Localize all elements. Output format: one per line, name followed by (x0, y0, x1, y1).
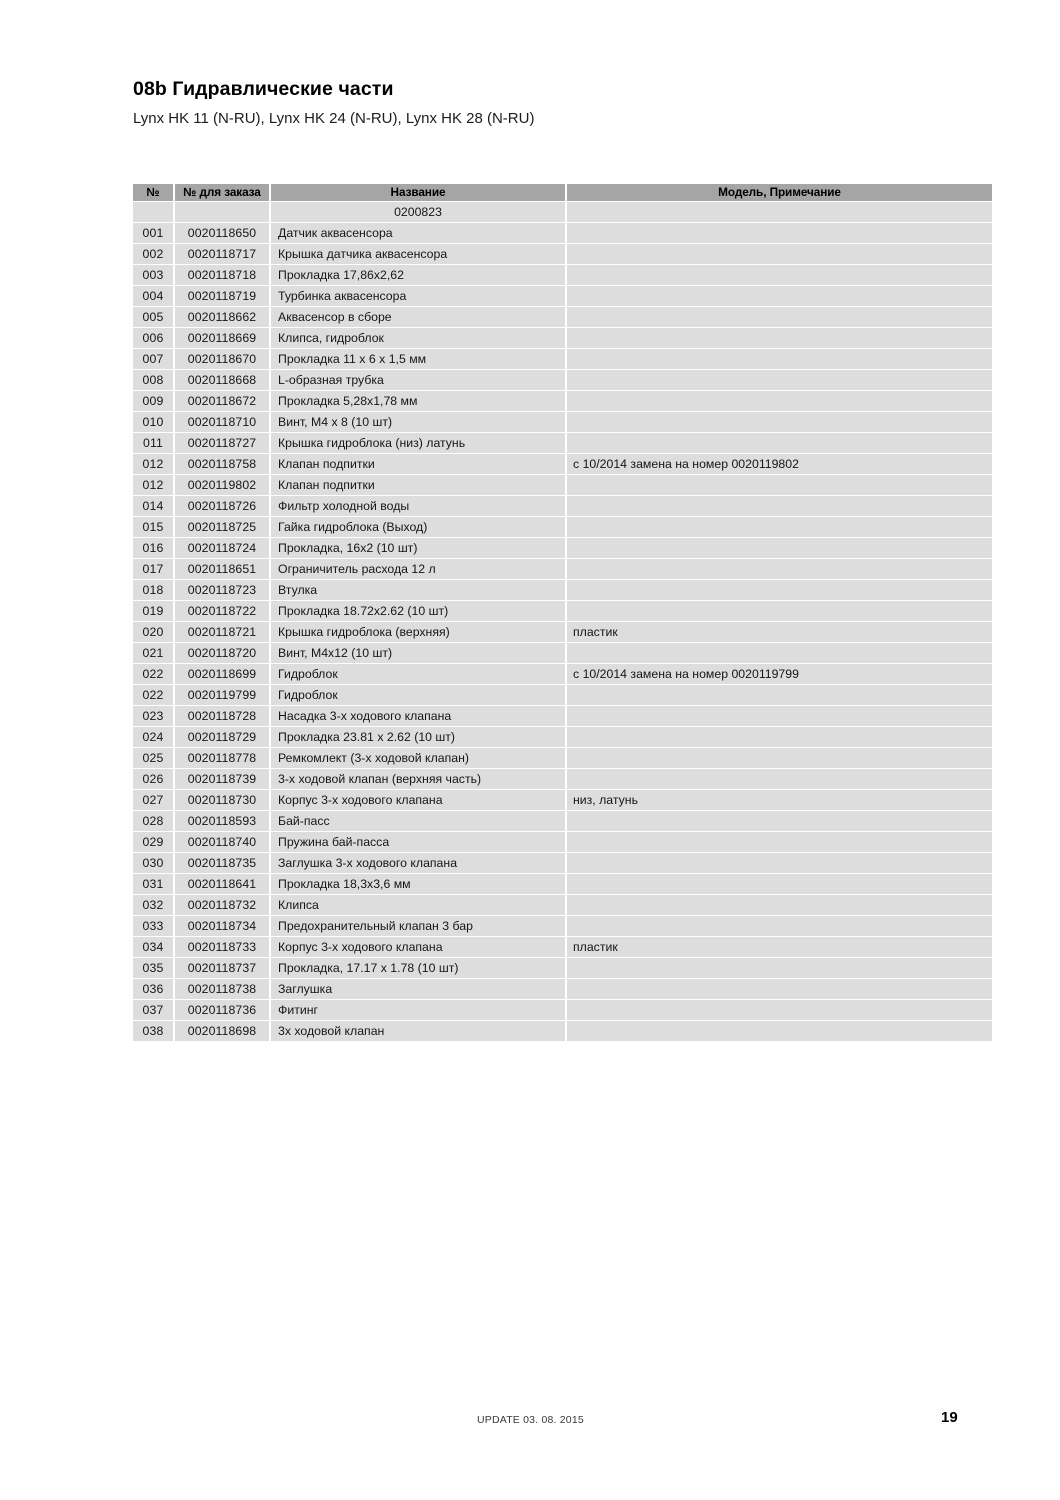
table-row (133, 244, 992, 264)
cell-name: Винт, М4х12 (10 шт) (271, 643, 565, 663)
cell-name: Ограничитель расхода 12 л (271, 559, 565, 579)
column-header-model-note: Модель, Примечание (567, 184, 992, 201)
cell-name: Прокладка, 16х2 (10 шт) (271, 538, 565, 558)
cell-model-note: пластик (567, 937, 992, 957)
cell-model-note (567, 496, 992, 516)
cell-name: 0200823 (271, 202, 565, 222)
table-row (133, 790, 992, 810)
cell-order-num: 0020118698 (175, 1021, 269, 1041)
cell-num: 025 (133, 748, 173, 768)
cell-order-num: 0020118734 (175, 916, 269, 936)
table-row (133, 643, 992, 663)
table-row (133, 559, 992, 579)
cell-num: 021 (133, 643, 173, 663)
table-row (133, 265, 992, 285)
table-row (133, 916, 992, 936)
cell-num: 009 (133, 391, 173, 411)
cell-num: 035 (133, 958, 173, 978)
cell-num: 016 (133, 538, 173, 558)
cell-name: Ремкомлект (3-х ходовой клапан) (271, 748, 565, 768)
cell-model-note (567, 727, 992, 747)
cell-name: Прокладка 17,86х2,62 (271, 265, 565, 285)
cell-num: 010 (133, 412, 173, 432)
cell-order-num: 0020118725 (175, 517, 269, 537)
cell-name: Прокладка 11 х 6 х 1,5 мм (271, 349, 565, 369)
table-row (133, 706, 992, 726)
cell-model-note (567, 202, 992, 222)
cell-name: Клипса (271, 895, 565, 915)
cell-order-num: 0020118672 (175, 391, 269, 411)
table-row (133, 496, 992, 516)
cell-num: 003 (133, 265, 173, 285)
cell-name: Гидроблок (271, 685, 565, 705)
table-row (133, 307, 992, 327)
cell-num: 001 (133, 223, 173, 243)
cell-name: 3-х ходовой клапан (верхняя часть) (271, 769, 565, 789)
table-row (133, 727, 992, 747)
cell-order-num: 0020118728 (175, 706, 269, 726)
cell-num: 037 (133, 1000, 173, 1020)
cell-order-num: 0020118727 (175, 433, 269, 453)
table-row (133, 454, 992, 474)
cell-num: 015 (133, 517, 173, 537)
cell-model-note (567, 538, 992, 558)
cell-num: 031 (133, 874, 173, 894)
cell-name: Прокладка 23.81 х 2.62 (10 шт) (271, 727, 565, 747)
cell-order-num: 0020118735 (175, 853, 269, 873)
table-row (133, 223, 992, 243)
cell-num: 008 (133, 370, 173, 390)
table-row (133, 601, 992, 621)
table-row (133, 622, 992, 642)
cell-num: 005 (133, 307, 173, 327)
cell-name: Гидроблок (271, 664, 565, 684)
table-row (133, 412, 992, 432)
cell-order-num: 0020118733 (175, 937, 269, 957)
cell-name: Винт, М4 х 8 (10 шт) (271, 412, 565, 432)
table-header (133, 184, 992, 201)
cell-model-note (567, 349, 992, 369)
cell-order-num: 0020118740 (175, 832, 269, 852)
cell-name: Крышка датчика аквасенсора (271, 244, 565, 264)
page-subtitle: Lynx HK 11 (N-RU), Lynx HK 24 (N-RU), Lynx HK 28 (N-RU) (133, 110, 535, 128)
table-body (133, 202, 992, 1041)
table-row (133, 769, 992, 789)
cell-name: Насадка 3-х ходового клапана (271, 706, 565, 726)
cell-num: 004 (133, 286, 173, 306)
table-row (133, 685, 992, 705)
table-row (133, 811, 992, 831)
table-row (133, 874, 992, 894)
cell-model-note (567, 370, 992, 390)
cell-num: 007 (133, 349, 173, 369)
cell-num: 022 (133, 664, 173, 684)
table-row (133, 580, 992, 600)
cell-name: Втулка (271, 580, 565, 600)
cell-name: Клипса, гидроблок (271, 328, 565, 348)
cell-model-note (567, 643, 992, 663)
cell-order-num: 0020118720 (175, 643, 269, 663)
cell-model-note (567, 433, 992, 453)
cell-name: Крышка гидроблока (верхняя) (271, 622, 565, 642)
cell-model-note: с 10/2014 замена на номер 0020119799 (567, 664, 992, 684)
cell-model-note (567, 475, 992, 495)
cell-num: 034 (133, 937, 173, 957)
cell-order-num: 0020119802 (175, 475, 269, 495)
cell-model-note (567, 412, 992, 432)
cell-order-num: 0020118738 (175, 979, 269, 999)
cell-name: 3х ходовой клапан (271, 1021, 565, 1041)
cell-num: 032 (133, 895, 173, 915)
cell-model-note: пластик (567, 622, 992, 642)
cell-num: 024 (133, 727, 173, 747)
cell-order-num: 0020118778 (175, 748, 269, 768)
cell-order-num: 0020118669 (175, 328, 269, 348)
cell-model-note (567, 328, 992, 348)
cell-num: 014 (133, 496, 173, 516)
cell-model-note (567, 391, 992, 411)
cell-num: 028 (133, 811, 173, 831)
cell-name: Фитинг (271, 1000, 565, 1020)
cell-order-num: 0020118723 (175, 580, 269, 600)
cell-order-num: 0020118662 (175, 307, 269, 327)
cell-name: Датчик аквасенсора (271, 223, 565, 243)
cell-num: 012 (133, 475, 173, 495)
cell-model-note (567, 580, 992, 600)
cell-order-num: 0020118668 (175, 370, 269, 390)
cell-model-note (567, 916, 992, 936)
cell-num: 006 (133, 328, 173, 348)
table-row (133, 1000, 992, 1020)
page-number: 19 (941, 1409, 958, 1426)
parts-table (133, 183, 992, 1042)
cell-name: Корпус 3-х ходового клапана (271, 937, 565, 957)
table-row (133, 979, 992, 999)
cell-num: 012 (133, 454, 173, 474)
cell-name: Прокладка 5,28х1,78 мм (271, 391, 565, 411)
cell-order-num: 0020118737 (175, 958, 269, 978)
cell-name: Клапан подпитки (271, 475, 565, 495)
cell-model-note (567, 307, 992, 327)
cell-name: Клапан подпитки (271, 454, 565, 474)
cell-num: 027 (133, 790, 173, 810)
cell-model-note (567, 559, 992, 579)
cell-order-num: 0020118721 (175, 622, 269, 642)
footer-update-text: UPDATE 03. 08. 2015 (477, 1414, 584, 1426)
cell-order-num: 0020118593 (175, 811, 269, 831)
cell-model-note (567, 832, 992, 852)
cell-order-num: 0020118729 (175, 727, 269, 747)
cell-model-note (567, 811, 992, 831)
cell-num: 018 (133, 580, 173, 600)
table-row (133, 538, 992, 558)
cell-name: Гайка гидроблока (Выход) (271, 517, 565, 537)
parts-table-container (133, 183, 986, 1042)
table-row (133, 475, 992, 495)
cell-name: Турбинка аквасенсора (271, 286, 565, 306)
cell-model-note (567, 1021, 992, 1041)
cell-model-note (567, 685, 992, 705)
cell-model-note: низ, латунь (567, 790, 992, 810)
cell-order-num: 0020118732 (175, 895, 269, 915)
cell-model-note (567, 1000, 992, 1020)
cell-num: 011 (133, 433, 173, 453)
cell-order-num: 0020118758 (175, 454, 269, 474)
table-row (133, 853, 992, 873)
cell-order-num: 0020119799 (175, 685, 269, 705)
cell-order-num: 0020118739 (175, 769, 269, 789)
column-header-name: Название (271, 184, 565, 201)
cell-model-note (567, 979, 992, 999)
cell-model-note (567, 244, 992, 264)
cell-order-num: 0020118722 (175, 601, 269, 621)
table-row (133, 1021, 992, 1041)
table-row (133, 937, 992, 957)
cell-num: 019 (133, 601, 173, 621)
cell-model-note (567, 601, 992, 621)
column-header-order-num: № для заказа (175, 184, 269, 201)
table-row (133, 517, 992, 537)
cell-model-note (567, 769, 992, 789)
cell-order-num: 0020118710 (175, 412, 269, 432)
cell-name: Корпус 3-х ходового клапана (271, 790, 565, 810)
cell-name: Предохранительный клапан 3 бар (271, 916, 565, 936)
cell-model-note (567, 286, 992, 306)
cell-order-num: 0020118724 (175, 538, 269, 558)
cell-name: Заглушка 3-х ходового клапана (271, 853, 565, 873)
table-row (133, 664, 992, 684)
cell-model-note: с 10/2014 замена на номер 0020119802 (567, 454, 992, 474)
cell-name: Заглушка (271, 979, 565, 999)
cell-name: Аквасенсор в сборе (271, 307, 565, 327)
cell-num: 002 (133, 244, 173, 264)
page-title: 08b Гидравлические части (133, 78, 394, 100)
cell-num: 029 (133, 832, 173, 852)
cell-order-num (175, 202, 269, 222)
table-row (133, 370, 992, 390)
table-row (133, 832, 992, 852)
cell-name: Пружина бай-пасса (271, 832, 565, 852)
cell-name: Прокладка 18.72х2.62 (10 шт) (271, 601, 565, 621)
table-row (133, 328, 992, 348)
cell-order-num: 0020118736 (175, 1000, 269, 1020)
cell-model-note (567, 748, 992, 768)
table-row (133, 958, 992, 978)
cell-order-num: 0020118717 (175, 244, 269, 264)
cell-num: 038 (133, 1021, 173, 1041)
cell-order-num: 0020118670 (175, 349, 269, 369)
table-row (133, 286, 992, 306)
table-row (133, 349, 992, 369)
cell-name: Прокладка, 17.17 х 1.78 (10 шт) (271, 958, 565, 978)
cell-name: L-образная трубка (271, 370, 565, 390)
cell-model-note (567, 958, 992, 978)
cell-order-num: 0020118650 (175, 223, 269, 243)
cell-num: 030 (133, 853, 173, 873)
cell-model-note (567, 895, 992, 915)
cell-name: Бай-пасс (271, 811, 565, 831)
cell-num: 022 (133, 685, 173, 705)
cell-order-num: 0020118641 (175, 874, 269, 894)
cell-order-num: 0020118719 (175, 286, 269, 306)
cell-order-num: 0020118718 (175, 265, 269, 285)
table-row (133, 391, 992, 411)
cell-model-note (567, 874, 992, 894)
cell-name: Прокладка 18,3х3,6 мм (271, 874, 565, 894)
cell-model-note (567, 853, 992, 873)
cell-order-num: 0020118726 (175, 496, 269, 516)
cell-num: 017 (133, 559, 173, 579)
cell-model-note (567, 517, 992, 537)
cell-num: 026 (133, 769, 173, 789)
cell-order-num: 0020118651 (175, 559, 269, 579)
table-header-row (133, 184, 992, 201)
cell-name: Крышка гидроблока (низ) латунь (271, 433, 565, 453)
table-row (133, 202, 992, 222)
cell-name: Фильтр холодной воды (271, 496, 565, 516)
cell-model-note (567, 265, 992, 285)
table-row (133, 895, 992, 915)
cell-num: 023 (133, 706, 173, 726)
table-row (133, 748, 992, 768)
cell-num: 036 (133, 979, 173, 999)
table-row (133, 433, 992, 453)
heading-block (133, 78, 933, 129)
cell-model-note (567, 706, 992, 726)
cell-num: 020 (133, 622, 173, 642)
cell-order-num: 0020118699 (175, 664, 269, 684)
cell-model-note (567, 223, 992, 243)
cell-order-num: 0020118730 (175, 790, 269, 810)
column-header-num: № (133, 184, 173, 201)
cell-num: 033 (133, 916, 173, 936)
cell-num (133, 202, 173, 222)
